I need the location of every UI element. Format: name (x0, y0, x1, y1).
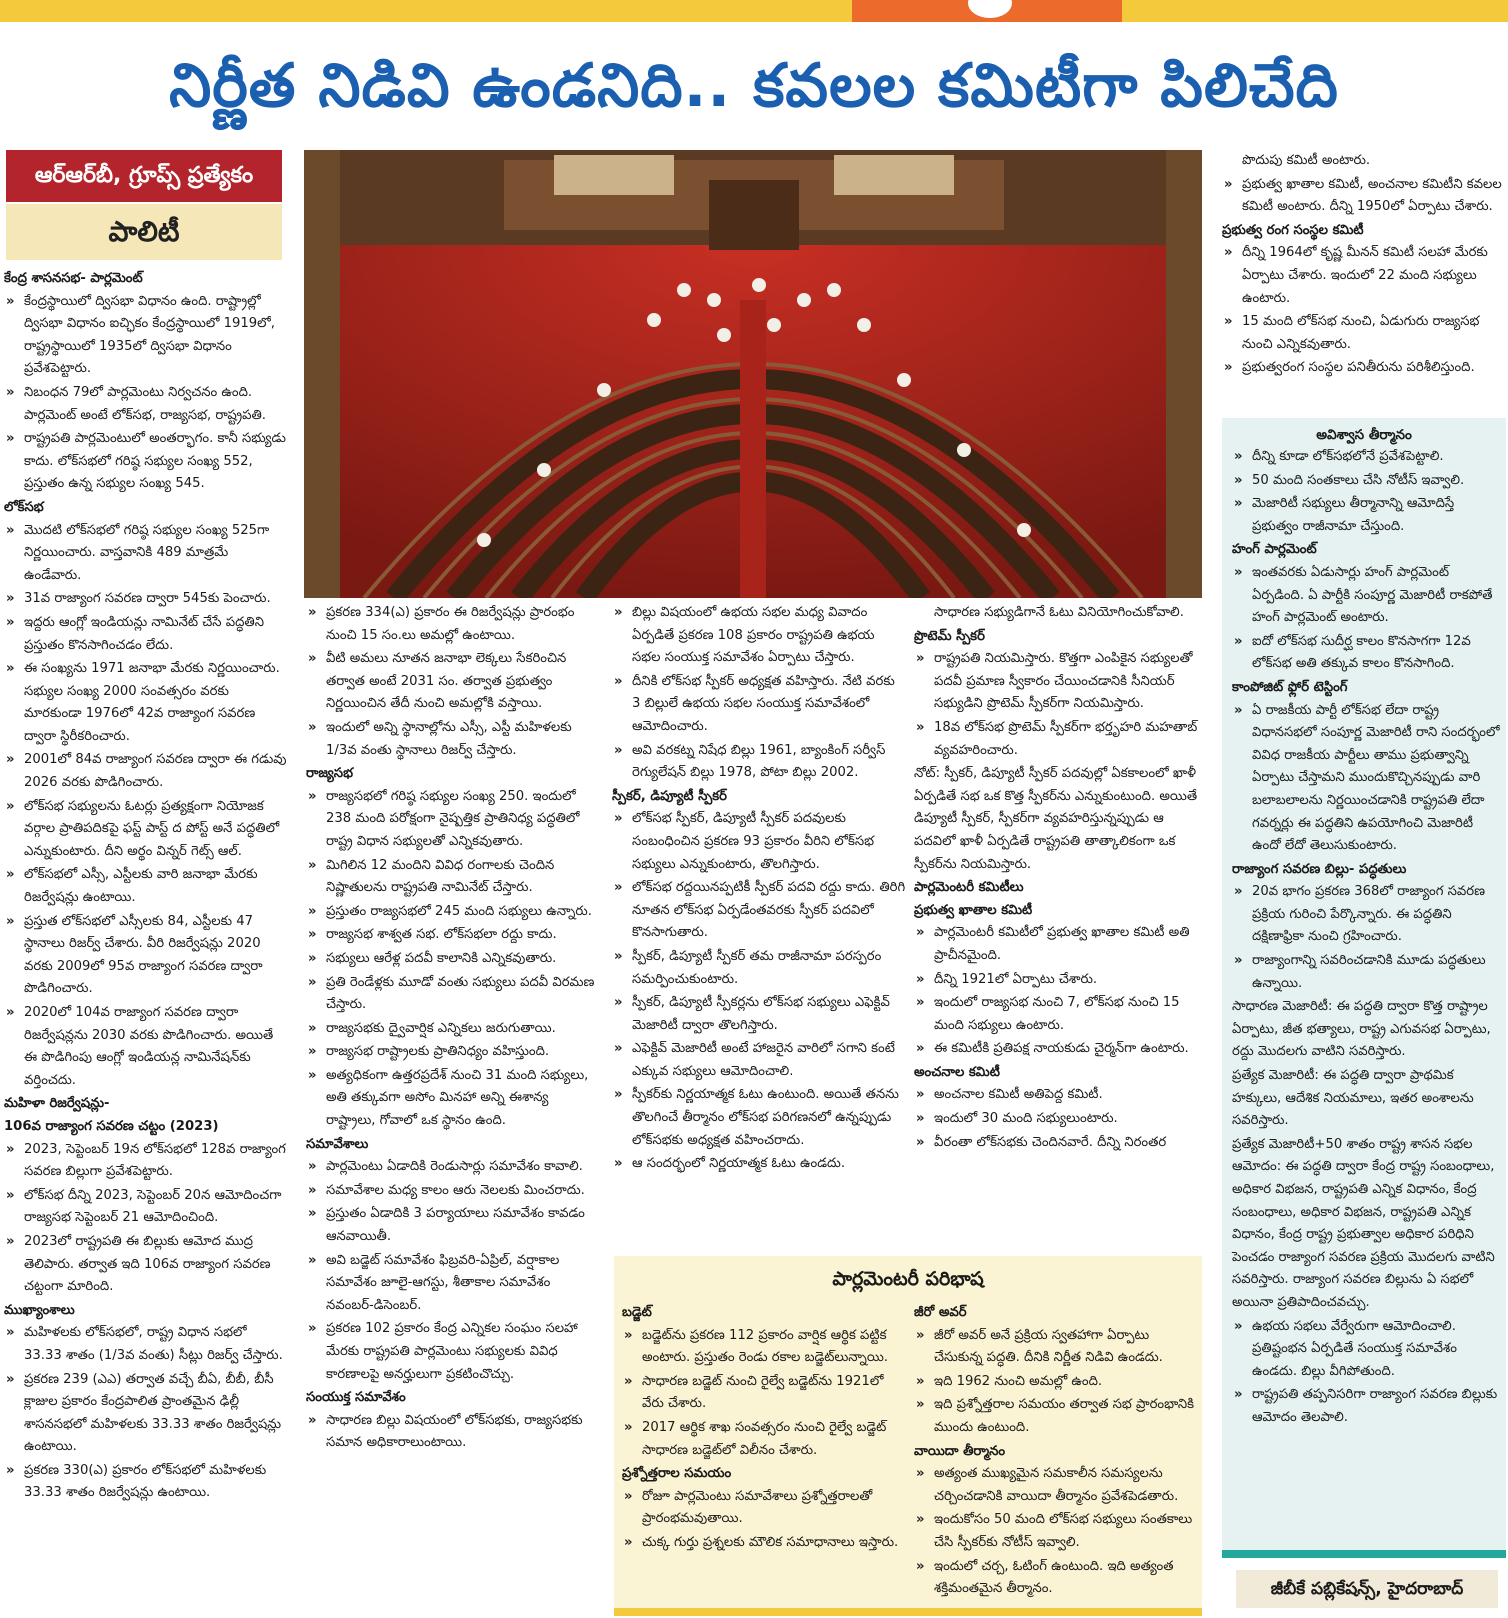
list-item: » 31వ రాజ్యాంగ సవరణ ద్వారా 545కు పెంచారు. (4, 588, 288, 611)
list-item: » 2020లో 104వ రాజ్యాంగ సవరణ ద్వారా రిజర్వేషన్లను 2030 వరకు పొడిగించారు. అయితే ఈ పొడిగింపు ఆంగ్లో ఇండియన్ల నామినేషన్‌కు వర్తించదు. (4, 1002, 288, 1092)
list-item: » అవి వరకట్న నిషేధ బిల్లు 1961, బ్యాంకింగ్ సర్వీస్ రెగ్యులేషన్ బిల్లు 1978, పోటా బిల్లు 2002. (612, 740, 906, 785)
list-item: » ప్రస్తుతం ఏడాదికి 3 పర్యాయాలు సమావేశం కావడం ఆనవాయితీ. (306, 1203, 596, 1248)
list-item: » రాష్ట్రపతి నియమిస్తారు. కొత్తగా ఎంపికైన సభ్యులతో పదవీ ప్రమాణ స్వీకారం చేయించడానికి సీనియర్ సభ్యుడిని ప్రొటెమ్ స్పీకర్‌గా నియమిస్తారు. (914, 648, 1206, 716)
list-item: » మహిళలకు లోక్‌సభలో, రాష్ట్ర విధాన సభలో 33.33 శాతం (1/3వ వంతు) సీట్లు రిజర్వ్ చేస్తారు. (4, 1322, 288, 1367)
list-item: » లోక్‌సభ సభ్యులను ఓటర్లు ప్రత్యక్షంగా నియోజక వర్గాల ప్రాతిపదికపై ఫస్ట్ పాస్ట్ ద పోస్ట్ అనే పద్ధతిలో ఎన్నుకుంటారు. దీని అర్థం విన్నర్ గెట్స్ ఆల్. (4, 796, 288, 864)
list-item: » చుక్క గుర్తు ప్రశ్నలకు మౌలిక సమాధానాలు ఇస్తారు. (622, 1532, 904, 1555)
sidebar-title: అవిశ్వాస తీర్మానం (1316, 427, 1412, 443)
section-heading: ప్రభుత్వ రంగ సంస్థల కమిటీ (1222, 222, 1364, 238)
list-item: » ప్రకరణ 334(ఎ) ప్రకారం ఈ రిజర్వేషన్లు ప్రారంభం నుంచి 15 సం.లు అమల్లో ఉంటాయి. (306, 602, 596, 647)
list-item: » ఇందుకోసం 50 మంది లోక్‌సభ సభ్యులు సంతకాలు చేసి స్పీకర్‌కు నోటీస్ ఇవ్వాలి. (914, 1509, 1196, 1554)
list-item: » రాష్ట్రపతి తప్పనిసరిగా రాజ్యాంగ సవరణ బిల్లుకు ఆమోదం తెలపాలి. (1232, 1384, 1500, 1429)
section-heading: పార్లమెంటరీ కమిటీలు (914, 880, 1024, 896)
list-item: » బిల్లు విషయంలో ఉభయ సభల మధ్య వివాదం ఏర్పడితే ప్రకరణ 108 ప్రకారం రాష్ట్రపతి ఉభయ సభల సంయుక్త సమావేశం ఏర్పాటు చేస్తారు. (612, 602, 906, 670)
list-item: » 20వ భాగం ప్రకరణ 368లో రాజ్యాంగ సవరణ ప్రక్రియ గురించి పేర్కొన్నారు. ఈ పద్ధతిని దక్షిణాఫ్రికా నుంచి గ్రహించారు. (1232, 881, 1500, 949)
list-item: » బడ్జెట్‌ను ప్రకరణ 112 ప్రకారం వార్షిక ఆర్థిక పట్టిక అంటారు. ప్రస్తుతం రెండు రకాల బడ్జెట్‌లున్నాయి. (622, 1325, 904, 1370)
section-heading: సంయుక్త సమావేశం (306, 1390, 406, 1406)
list-item: » దీనికి లోక్‌సభ స్పీకర్ అధ్యక్షత వహిస్తారు. నేటి వరకు 3 బిల్లులే ఉభయ సభల సంయుక్త సమావేశంలో ఆమోదించారు. (612, 671, 906, 739)
top-color-bar (0, 0, 1508, 22)
publisher-credit: జీబీకే పబ్లికేషన్స్, హైదరాబాద్ (1236, 1570, 1498, 1608)
list-item: » ఆ సందర్భంలో నిర్ణయాత్మక ఓటు ఉండదు. (612, 1153, 906, 1176)
list-item: » ఇంతవరకు ఏడుసార్లు హంగ్ పార్లమెంట్ ఏర్పడింది. ఏ పార్టీకి సంపూర్ణ మెజారిటీ రాకపోతే హంగ్ పార్లమెంట్ అంటారు. (1232, 562, 1500, 630)
section-heading: ప్రొటెమ్ స్పీకర్ (914, 628, 985, 644)
list-item: » ఎఫెక్టివ్ మెజారిటీ అంటే హాజరైన వారిలో సగాని కంటే ఎక్కువ సభ్యులు ఆమోదించాలి. (612, 1038, 906, 1083)
column-1 (4, 268, 288, 1614)
section-heading: వాయిదా తీర్మానం (914, 1443, 1006, 1459)
list-item: » అత్యధికంగా ఉత్తరప్రదేశ్ నుంచి 31 మంది సభ్యులు, అతి తక్కువగా అసోం మినహా అన్ని ఈశాన్య రాష్ట్రాలు, గోవాలో ఒక స్థానం ఉంది. (306, 1065, 596, 1133)
list-item: » రోజూ పార్లమెంటు సమావేశాలు ప్రశ్నోత్తరాలతో ప్రారంభమవుతాయి. (622, 1486, 904, 1531)
list-item: » 2001లో 84వ రాజ్యాంగ సవరణ ద్వారా ఈ గడువు 2026 వరకు పొడిగించారు. (4, 749, 288, 794)
list-item: » ఇది 1962 నుంచి అమల్లో ఉంది. (914, 1371, 1196, 1394)
list-item: » రాజ్యసభ శాశ్వత సభ. లోక్‌సభలా రద్దు కాదు. (306, 924, 596, 947)
subject-tag: పాలిటీ (6, 204, 282, 260)
list-item: » సభ్యులు ఆరేళ్ల పదవీ కాలానికి ఎన్నికవుతారు. (306, 948, 596, 971)
list-item: » సాధారణ బిల్లు విషయంలో లోక్‌సభకు, రాజ్యసభకు సమాన అధికారాలుంటాయి. (306, 1410, 596, 1455)
list-item: » ఏ రాజకీయ పార్టీ లోక్‌సభ లేదా రాష్ట్ర విధానసభలో సంపూర్ణ మెజారిటీ రాని సందర్భంలో వివిధ రాజకీయ పార్టీలు తాము ప్రభుత్వాన్ని ఏర్పాటు చేస్తామని ముందుకొచ్చినప్పుడు వారి బలాబలాలను నిర్ణయించడానికి రాష్ట్రపతి లేదా గవర్నర్లు ఈ పద్ధతిని ఉపయోగించి మెజారిటీ ఉందో లేదో తెలుసుకుంటారు. (1232, 700, 1500, 858)
list-item: » ప్రస్తుతం రాజ్యసభలో 245 మంది సభ్యులు ఉన్నారు. (306, 901, 596, 924)
glossary-title: పార్లమెంటరీ పరిభాష (832, 1268, 984, 1290)
section-heading: అంచనాల కమిటీ (914, 1064, 1000, 1080)
section-heading: ప్రభుత్వ ఖాతాల కమిటీ (914, 902, 1033, 918)
list-item: » రాజ్యసభలో గరిష్ఠ సభ్యుల సంఖ్య 250. ఇందులో 238 మంది పరోక్షంగా నైష్పత్తిక ప్రాతినిధ్య పద్ధతిలో రాష్ట్ర విధాన సభ్యులతో ఎన్నికవుతారు. (306, 786, 596, 854)
list-item: » 2023లో రాష్ట్రపతి ఈ బిల్లుకు ఆమోద ముద్ర తెలిపారు. తర్వాత ఇది 106వ రాజ్యాంగ సవరణ చట్టంగా మారింది. (4, 1231, 288, 1299)
section-heading: లోక్‌సభ (4, 499, 44, 515)
parliament-chamber-photo (304, 150, 1202, 598)
list-item: » మిగిలిన 12 మందిని వివిధ రంగాలకు చెందిన నిష్ణాతులను రాష్ట్రపతి నామినేట్ చేస్తారు. (306, 855, 596, 900)
section-heading: రాజ్యసభ (306, 766, 353, 782)
list-item: » ప్రకరణ 102 ప్రకారం కేంద్ర ఎన్నికల సంఘం సలహా మేరకు రాష్ట్రపతి పార్లమెంటు సభ్యులకు వివిధ కారణాలపై అనర్హులుగా ప్రకటించొచ్చు. (306, 1318, 596, 1386)
list-item: » ప్రస్తుత లోక్‌సభలో ఎస్సీలకు 84, ఎస్టీలకు 47 స్థానాలు రిజర్వ్ చేశారు. వీరి రిజర్వేషన్లు 2020 వరకు 2009లో 95వ రాజ్యాంగ సవరణ ద్వారా పొడిగించారు. (4, 911, 288, 1001)
list-item: » అంచనాల కమిటీ అతిపెద్ద కమిటీ. (914, 1084, 1206, 1107)
method-text: ప్రత్యేక మెజారిటీ+50 శాతం రాష్ట్ర శాసన సభల ఆమోదం: ఈ పద్ధతి ద్వారా కేంద్ర రాష్ట్ర సంబంధాలు, అధికార విభజన, రాష్ట్రపతి ఎన్నిక విధానం, కేంద్ర సంబంధాలు, అధికార విభజన, రాష్ట్రపతి ఎన్నిక విధానం, కేంద్ర రాష్ట్ర ప్రభుత్వాల అధికార పరిధిని పెంచడం రాజ్యాంగ సవరణ ప్రక్రియ మొదలగు వాటిని సవరిస్తారు. రాజ్యాంగ సవరణ బిల్లును ఏ సభలో అయినా ప్రతిపాదించవచ్చు. (1232, 1136, 1495, 1310)
glossary-bottom-bar (614, 1608, 1202, 1616)
list-item: » ఇందులో అన్ని స్థానాల్లోను ఎస్సీ, ఎస్టీ మహిళలకు 1/3వ వంతు స్థానాలు రిజర్వ్ చేస్తారు. (306, 717, 596, 762)
section-heading: కేంద్ర శాసనసభ- పార్లమెంట్ (4, 271, 143, 286)
section-heading: 106వ రాజ్యాంగ సవరణ చట్టం (2023) (4, 1118, 219, 1134)
list-item: » నిబంధన 79లో పార్లమెంటు నిర్వచనం ఉంది. పార్లమెంట్ అంటే లోక్‌సభ, రాజ్యసభ, రాష్ట్రపతి. (4, 382, 288, 427)
section-heading: ముఖ్యాంశాలు (4, 1302, 75, 1318)
list-item: » పార్లమెంటు ఏడాదికి రెండుసార్లు సమావేశం కావాలి. (306, 1156, 596, 1179)
series-tag: ఆర్ఆర్‌బీ, గ్రూప్స్ ప్రత్యేకం (6, 150, 282, 202)
method-text: సాధారణ మెజారిటీ: ఈ పద్ధతి ద్వారా కొత్త రాష్ట్రాల ఏర్పాటు, జీత భత్యాలు, రాష్ట్ర ఎగువసభ ఏర్పాటు, రద్దు మొదలగు వాటిని సవరిస్తారు. (1232, 999, 1491, 1060)
list-item: » ప్రభుత్వరంగ సంస్థల పనితీరును పరిశీలిస్తుంది. (1222, 357, 1506, 380)
list-item: » 18వ లోక్‌సభ ప్రొటెమ్ స్పీకర్‌గా భర్తృహరి మహతాబ్ వ్యవహరించారు. (914, 717, 1206, 762)
glossary-right (914, 1302, 1196, 1602)
list-item: » 50 మంది సంతకాలు చేసి నోటీస్ ఇవ్వాలి. (1232, 470, 1500, 493)
list-item: » ఇందులో 30 మంది సభ్యులుంటారు. (914, 1108, 1206, 1131)
list-item: » ఇందులో చర్చ, ఓటింగ్ ఉంటుంది. ఇది అత్యంత శక్తిమంతమైన తీర్మానం. (914, 1556, 1196, 1601)
section-heading: బడ్జెట్ (622, 1305, 652, 1320)
section-heading: ప్రశ్నోత్తరాల సమయం (622, 1466, 732, 1482)
list-item: » ఈ సంఖ్యను 1971 జనాభా మేరకు నిర్ణయించారు. సభ్యుల సంఖ్య 2000 సంవత్సరం వరకు మారకుండా 1976లో 42వ రాజ్యాంగ సవరణ ద్వారా స్థిరీకరించారు. (4, 658, 288, 748)
list-item: » ఈ కమిటీకి ప్రతిపక్ష నాయకుడు చైర్మన్‌గా ఉంటారు. (914, 1038, 1206, 1061)
section-heading: మహిళా రిజర్వేషన్లు- (4, 1096, 110, 1112)
list-item: » వీరంతా లోక్‌సభకు చెందినవారే. దీన్ని నిరంతర (914, 1132, 1206, 1155)
list-item: » 2023, సెప్టెంబర్ 19న లోక్‌సభలో 128వ రాజ్యాంగ సవరణ బిల్లుగా ప్రవేశపెట్టారు. (4, 1139, 288, 1184)
list-item: » ప్రభుత్వ ఖాతాల కమిటీ, అంచనాల కమిటీని కవలల కమిటీ అంటారు. దీన్ని 1950లో ఏర్పాటు చేశారు. (1222, 174, 1506, 219)
list-item: » లోక్‌సభ రద్దయినప్పటికీ స్పీకర్ పదవి రద్దు కాదు. తిరిగి నూతన లోక్‌సభ ఏర్పడేంతవరకు స్పీకర్ పదవిలో కొనసాగుతారు. (612, 877, 906, 945)
list-item: » రాజ్యసభకు ద్వైవార్షిక ఎన్నికలు జరుగుతాయి. (306, 1018, 596, 1041)
sidebar-content (1222, 446, 1506, 1546)
method-text: ప్రత్యేక మెజారిటీ: ఈ పద్ధతి ద్వారా ప్రాథమిక హక్కులు, ఆదేశిక నియమాలు, ఇతర అంశాలను సవరిస్తారు. (1232, 1068, 1474, 1129)
list-item: » రాజ్యాంగాన్ని సవరించడానికి మూడు పద్ధతులు ఉన్నాయి. (1232, 950, 1500, 995)
sidebar-box (1222, 418, 1506, 1550)
section-heading: హంగ్ పార్లమెంట్ (1232, 542, 1317, 558)
list-item: » లోక్‌సభ దీన్ని 2023, సెప్టెంబర్ 20న ఆమోదించగా రాజ్యసభ సెప్టెంబర్ 21 ఆమోదించింది. (4, 1185, 288, 1230)
glossary-box (614, 1256, 1202, 1608)
list-item: » కేంద్రస్థాయిలో ద్విసభా విధానం ఉంది. రాష్ట్రాల్లో ద్విసభా విధానం ఐచ్ఛికం కేంద్రస్థాయిలో 1919లో, రాష్ట్రస్థాయిలో 1935లో ద్విసభా విధానం ప్రవేశపెట్టారు. (4, 291, 288, 381)
list-item: » జీరో అవర్ అనే ప్రక్రియ స్వతహాగా ఏర్పాటు చేసుకున్న పద్ధతి. దీనికి నిర్ణీత నిడివి ఉండదు. (914, 1325, 1196, 1370)
sidebar-bottom-bar (1222, 1550, 1506, 1558)
list-item: » స్పీకర్, డిప్యూటీ స్పీకర్లను లోక్‌సభ సభ్యులు ఎఫెక్టివ్ మెజారిటీ ద్వారా తొలగిస్తారు. (612, 992, 906, 1037)
note-text: నోట్: స్పీకర్, డిప్యూటీ స్పీకర్ పదవుల్లో ఏకకాలంలో ఖాళీ ఏర్పడితే సభ ఒక కొత్త స్పీకర్‌ను ఎన్నుకుంటుంది. అయితే డిప్యూటీ స్పీకర్, స్పీకర్‌గా వ్యవహరిస్తున్నప్పుడు ఆ పదవిలో ఖాళీ ఏర్పడితే రాష్ట్రపతి తాత్కాలికంగా ఒక స్పీకర్‌ను నియమిస్తారు. (914, 766, 1198, 872)
list-item: » ఇందులో రాజ్యసభ నుంచి 7, లోక్‌సభ నుంచి 15 మంది సభ్యులు ఉంటారు. (914, 992, 1206, 1037)
section-heading: కాంపోజిట్ ఫ్లోర్ టెస్టింగ్ (1232, 679, 1348, 695)
column-5 (1222, 150, 1506, 412)
list-item: » ఐదో లోక్‌సభ సుదీర్ఘ కాలం కొనసాగగా 12వ లోక్‌సభ అతి తక్కువ కాలం కొనసాగింది. (1232, 631, 1500, 676)
list-item: » దీన్ని 1921లో ఏర్పాటు చేశారు. (914, 969, 1206, 992)
column-4 (914, 602, 1206, 1252)
list-item: » మెజారిటీ సభ్యులు తీర్మానాన్ని ఆమోదిస్తే ప్రభుత్వం రాజీనామా చేస్తుంది. (1232, 493, 1500, 538)
list-item: » ఉభయ సభలు వేర్వేరుగా ఆమోదించాలి. ప్రతిష్టంభన ఏర్పడితే సంయుక్త సమావేశం ఉండదు. బిల్లు వీగిపోతుంది. (1232, 1316, 1500, 1384)
column-2 (306, 602, 596, 1612)
list-item: » రాజ్యసభ రాష్ట్రాలకు ప్రాతినిధ్యం వహిస్తుంది. (306, 1041, 596, 1064)
list-item: » స్పీకర్‌కు నిర్ణయాత్మక ఓటు ఉంటుంది. అయితే తనను తొలగించే తీర్మానం లోక్‌సభ పరిగణనలో ఉన్నప్పుడు లోక్‌సభకు అధ్యక్షత వహించరాదు. (612, 1084, 906, 1152)
page-headline: నిర్ణీత నిడివి ఉండనిది.. కవలల కమిటీగా పిలిచేది (169, 51, 1339, 121)
list-item: » ప్రతి రెండేళ్లకు మూడో వంతు సభ్యులు పదవీ విరమణ చేస్తారు. (306, 972, 596, 1017)
list-item: » మొదటి లోక్‌సభలో గరిష్ఠ సభ్యుల సంఖ్య 525గా నిర్ణయించారు. వాస్తవానికి 489 మాత్రమే ఉండేవారు. (4, 520, 288, 588)
list-item: » రాష్ట్రపతి పార్లమెంటులో అంతర్భాగం. కానీ సభ్యుడు కాదు. లోక్‌సభలో గరిష్ఠ సభ్యుల సంఖ్య 552, ప్రస్తుతం ఉన్న సభ్యుల సంఖ్య 545. (4, 428, 288, 496)
glossary-left (622, 1302, 904, 1602)
list-item: » దీన్ని 1964లో కృష్ణ మీనన్ కమిటీ సలహా మేరకు ఏర్పాటు చేశారు. ఇందులో 22 మంది సభ్యులు ఉంటారు. (1222, 242, 1506, 310)
column-3 (612, 602, 906, 1252)
list-item: » ప్రకరణ 330(ఎ) ప్రకారం లోక్‌సభలో మహిళలకు 33.33 శాతం రిజర్వేషన్లు ఉంటాయి. (4, 1460, 288, 1505)
list-item: » స్పీకర్, డిప్యూటీ స్పీకర్ తమ రాజీనామా పరస్పరం సమర్పించుకుంటారు. (612, 946, 906, 991)
list-item: » అవి బడ్జెట్ సమావేశం ఫిబ్రవరి-ఏప్రిల్, వర్షాకాల సమావేశం జూలై-ఆగస్టు, శీతాకాల సమావేశం నవంబర్-డిసెంబర్. (306, 1250, 596, 1318)
list-item: » సాధారణ బడ్జెట్ నుంచి రైల్వే బడ్జెట్‌ను 1921లో వేరు చేశారు. (622, 1371, 904, 1416)
list-item: » ప్రకరణ 239 (ఎఎ) తర్వాత వచ్చే బీఏ, బీబీ, బీసీ క్లాజుల ప్రకారం కేంద్రపాలిత ప్రాంతమైన ఢిల్లీ శాసనసభలో మహిళలకు 33.33 శాతం రిజర్వేషన్లు ఉంటాయి. (4, 1369, 288, 1459)
list-item: » 15 మంది లోక్‌సభ నుంచి, ఏడుగురు రాజ్యసభ నుంచి ఎన్నికవుతారు. (1222, 311, 1506, 356)
section-heading: రాజ్యాంగ సవరణ బిల్లు- పద్ధతులు (1232, 861, 1407, 877)
list-item: » 2017 ఆర్థిక శాఖ సంవత్సరం నుంచి రైల్వే బడ్జెట్ సాధారణ బడ్జెట్‌లో విలీనం చేశారు. (622, 1417, 904, 1462)
list-item: » దీన్ని కూడా లోక్‌సభలోనే ప్రవేశపెట్టాలి. (1232, 446, 1500, 469)
continued-text: పొదుపు కమిటీ అంటారు. (1242, 153, 1371, 168)
list-item: » అత్యంత ముఖ్యమైన సమకాలీన సమస్యలను చర్చించడానికి వాయిదా తీర్మానం ప్రవేశపెడతారు. (914, 1463, 1196, 1508)
section-heading: స్పీకర్, డిప్యూటీ స్పీకర్ (612, 788, 727, 804)
list-item: » సమావేశాల మధ్య కాలం ఆరు నెలలకు మించరాదు. (306, 1180, 596, 1203)
list-item: » ఇది ప్రశ్నోత్తరాల సమయం తర్వాత సభ ప్రారంభానికి ముందు ఉంటుంది. (914, 1394, 1196, 1439)
list-item: » వీటి అమలు నూతన జనాభా లెక్కలు సేకరించిన తర్వాత అంటే 2031 సం. తర్వాత ప్రభుత్వం నిర్ణయించిన తేదీ నుంచి అమల్లోకి వస్తాయి. (306, 648, 596, 716)
continued-text: సాధారణ సభ్యుడిగానే ఓటు వినియోగించుకోవాలి. (934, 605, 1184, 620)
list-item: » లోక్‌సభలో ఎస్సీ, ఎస్టీలకు వారి జనాభా మేరకు రిజర్వేషన్లు ఉంటాయి. (4, 864, 288, 909)
chamber-illustration (304, 150, 1202, 598)
section-heading: జీరో అవర్ (914, 1305, 967, 1320)
list-item: » పార్లమెంటరీ కమిటీలో ప్రభుత్వ ఖాతాల కమిటీ అతి ప్రాచీనమైంది. (914, 922, 1206, 967)
section-heading: సమావేశాలు (306, 1136, 369, 1152)
list-item: » లోక్‌సభ స్పీకర్, డిప్యూటీ స్పీకర్ పదవులకు సంబంధించిన ప్రకరణ 93 ప్రకారం వీరిని లోక్‌సభ సభ్యులు ఎన్నుకుంటారు, తొలగిస్తారు. (612, 808, 906, 876)
list-item: » ఇద్దరు ఆంగ్లో ఇండియన్లు నామినేట్ చేసే పద్ధతిని ప్రస్తుతం కొనసాగించడం లేదు. (4, 612, 288, 657)
